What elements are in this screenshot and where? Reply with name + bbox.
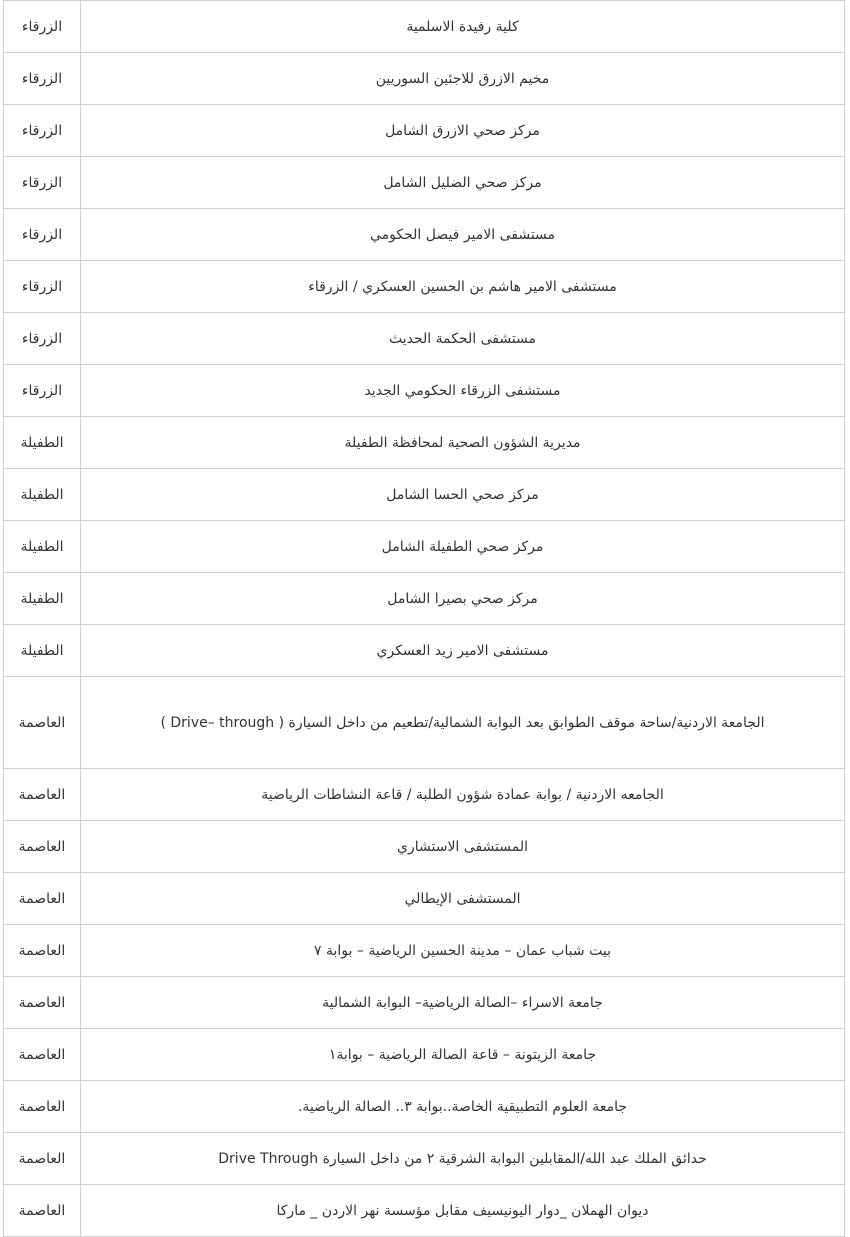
governorate-cell: الطفيلة: [4, 417, 81, 469]
governorate-cell: الزرقاء: [4, 209, 81, 261]
governorate-cell: الزرقاء: [4, 261, 81, 313]
table-row: [4, 209, 845, 261]
table-row: [4, 1185, 845, 1237]
table-row: [4, 261, 845, 313]
site-cell: حدائق الملك عبد الله/المقابلين البوابة الشرقية ٢ من داخل السيارة Drive Through: [81, 1133, 845, 1185]
table-row: [4, 821, 845, 873]
site-cell: مستشفى الحكمة الحديث: [81, 313, 845, 365]
governorate-cell: الطفيلة: [4, 573, 81, 625]
table-row: [4, 1029, 845, 1081]
table-row: [4, 625, 845, 677]
governorate-cell: الزرقاء: [4, 313, 81, 365]
governorate-cell: العاصمة: [4, 1029, 81, 1081]
table-row: [4, 1, 845, 53]
site-cell: مركز صحي الازرق الشامل: [81, 105, 845, 157]
site-cell: مستشفى الزرقاء الحكومي الجديد: [81, 365, 845, 417]
table-row: [4, 53, 845, 105]
governorate-cell: الزرقاء: [4, 157, 81, 209]
governorate-cell: الزرقاء: [4, 53, 81, 105]
site-cell: المستشفى الاستشاري: [81, 821, 845, 873]
governorate-cell: العاصمة: [4, 677, 81, 769]
site-cell: مركز صحي الحسا الشامل: [81, 469, 845, 521]
table-row: [4, 1133, 845, 1185]
table-row: [4, 417, 845, 469]
governorate-cell: العاصمة: [4, 1133, 81, 1185]
site-cell: جامعة العلوم التطبيقية الخاصة..بوابة ٣.. الصالة الرياضية.: [81, 1081, 845, 1133]
table-row: [4, 469, 845, 521]
table-body: [4, 1, 845, 1237]
table-row: [4, 873, 845, 925]
governorate-cell: العاصمة: [4, 873, 81, 925]
site-cell: ديوان الهملان _دوار اليونيسيف مقابل مؤسسة نهر الاردن _ ماركا: [81, 1185, 845, 1237]
site-cell: مستشفى الامير هاشم بن الحسين العسكري / الزرقاء: [81, 261, 845, 313]
table-row: [4, 1081, 845, 1133]
governorate-cell: العاصمة: [4, 1081, 81, 1133]
governorate-cell: الزرقاء: [4, 1, 81, 53]
governorate-cell: العاصمة: [4, 977, 81, 1029]
table-row: [4, 521, 845, 573]
site-cell: المستشفى الإيطالي: [81, 873, 845, 925]
governorate-cell: الطفيلة: [4, 521, 81, 573]
governorate-cell: العاصمة: [4, 769, 81, 821]
table-row: [4, 365, 845, 417]
site-cell: كلية رفيدة الاسلمية: [81, 1, 845, 53]
governorate-cell: الزرقاء: [4, 365, 81, 417]
governorate-cell: العاصمة: [4, 925, 81, 977]
governorate-cell: الطفيلة: [4, 625, 81, 677]
governorate-cell: الزرقاء: [4, 105, 81, 157]
site-cell: مديرية الشؤون الصحية لمحافظة الطفيلة: [81, 417, 845, 469]
site-cell: بيت شباب عمان – مدينة الحسين الرياضية – بوابة ٧: [81, 925, 845, 977]
table-row: [4, 157, 845, 209]
site-cell: مستشفى الامير زيد العسكري: [81, 625, 845, 677]
table-row: [4, 573, 845, 625]
vaccination-sites-table-wrapper: [3, 0, 845, 1237]
site-cell: مركز صحي بصيرا الشامل: [81, 573, 845, 625]
table-row: [4, 677, 845, 769]
governorate-cell: العاصمة: [4, 1185, 81, 1237]
site-cell: مركز صحي الطفيلة الشامل: [81, 521, 845, 573]
governorate-cell: العاصمة: [4, 821, 81, 873]
site-cell: الجامعة الاردنية/ساحة موقف الطوابق بعد البوابة الشمالية/تطعيم من داخل السيارة ( Drive– through ): [81, 677, 845, 769]
table-row: [4, 977, 845, 1029]
site-cell: مستشفى الامير فيصل الحكومي: [81, 209, 845, 261]
table-row: [4, 313, 845, 365]
table-row: [4, 925, 845, 977]
site-cell: مركز صحي الضليل الشامل: [81, 157, 845, 209]
table-row: [4, 105, 845, 157]
vaccination-sites-table: [3, 0, 845, 1237]
site-cell: جامعة الزيتونة – قاعة الصالة الرياضية – بوابة١: [81, 1029, 845, 1081]
site-cell: الجامعه الاردنية / بوابة عمادة شؤون الطلبة / قاعة النشاطات الرياضية: [81, 769, 845, 821]
site-cell: مخيم الازرق للاجئين السوريين: [81, 53, 845, 105]
table-row: [4, 769, 845, 821]
site-cell: جامعة الاسراء –الصالة الرياضية– البوابة الشمالية: [81, 977, 845, 1029]
governorate-cell: الطفيلة: [4, 469, 81, 521]
